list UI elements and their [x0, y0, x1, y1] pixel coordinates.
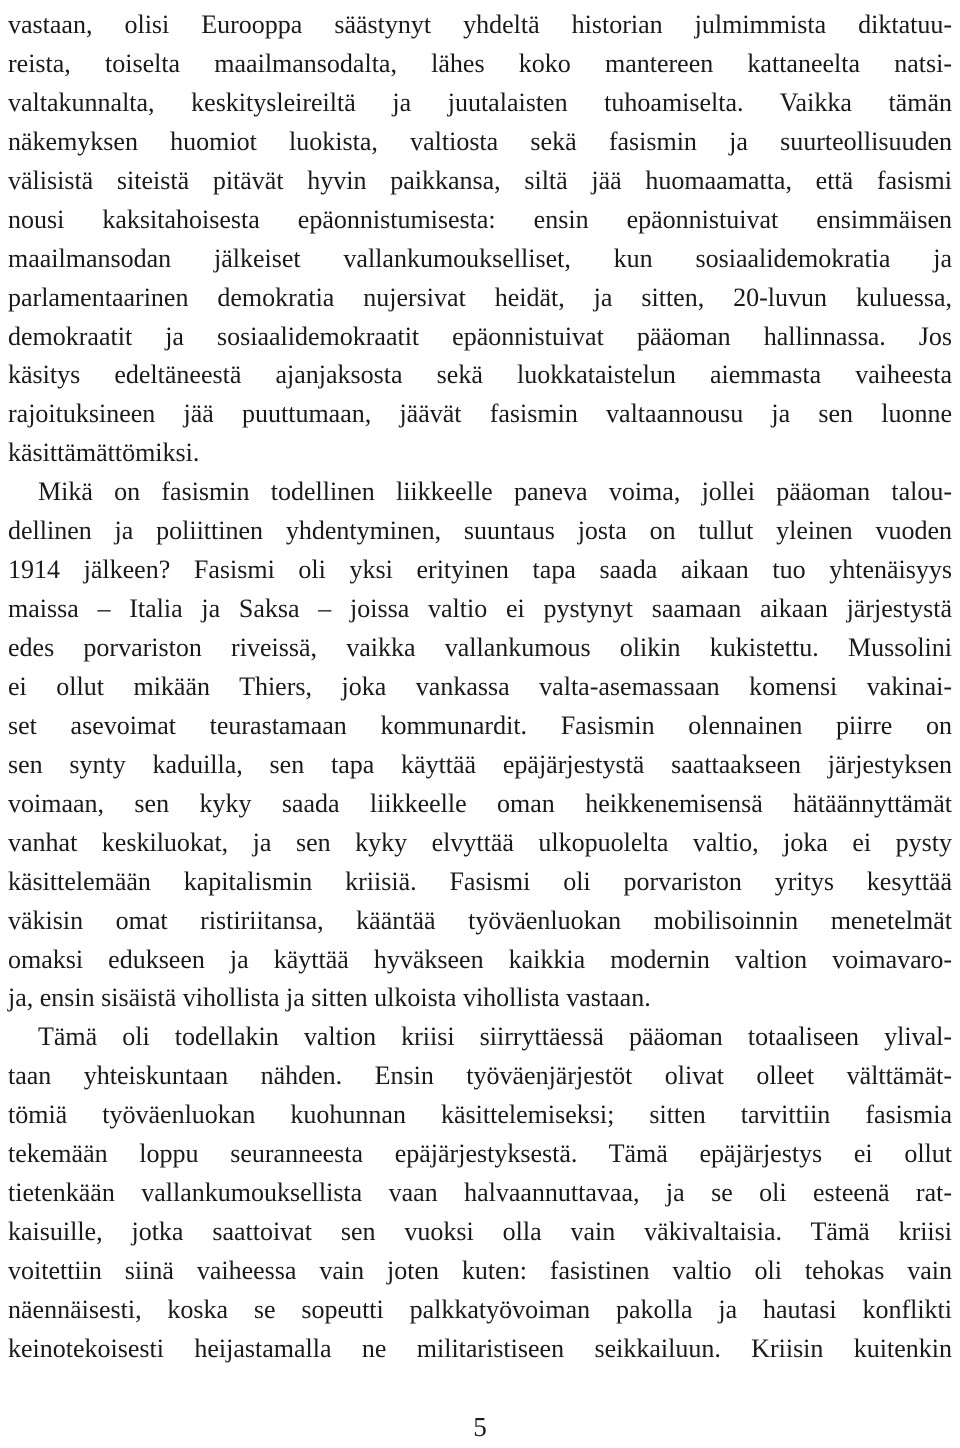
text-line: Mikä on fasismin todellinen liikkeelle paneva voima, jollei pääoman talou- — [38, 477, 952, 507]
text-line: ja, ensin sisäistä vihollista ja sitten ulkoista vihollista vastaan. — [8, 983, 651, 1013]
text-line: maailmansodan jälkeiset vallankumoukselliset, kun sosiaalidemokratia ja — [8, 243, 952, 273]
text-line: tekemään loppu seuranneesta epäjärjestyksestä. Tämä epäjärjestys ei ollut — [8, 1139, 952, 1169]
text-line: vastaan, olisi Eurooppa säästynyt yhdeltä historian julmimmista diktatuu- — [8, 10, 952, 39]
text-line: välisistä siteistä pitävät hyvin paikkansa, siltä jää huomaamatta, että fasismi — [8, 165, 952, 195]
text-line: nousi kaksitahoisesta epäonnistumisesta: ensin epäonnistuivat ensimmäisen — [8, 204, 952, 234]
text-line: voimaan, sen kyky saada liikkeelle oman heikkenemisensä hätäännyttämät — [8, 788, 952, 818]
text-line: keinotekoisesti heijastamalla ne militaristiseen seikkailuun. Kriisin kuitenkin — [8, 1333, 952, 1363]
text-line: voitettiin siinä vaiheessa vain joten kuten: fasistinen valtio oli tehokas vain — [8, 1256, 952, 1285]
text-line: näkemyksen huomiot luokista, valtiosta sekä fasismin ja suurteollisuuden — [8, 126, 952, 156]
text-line: taan yhteiskuntaan nähden. Ensin työväenjärjestöt olivat olleet välttämät- — [8, 1061, 952, 1091]
text-line: käsittelemään kapitalismin kriisiä. Fasismi oli porvariston yritys kesyttää — [8, 866, 952, 896]
text-line: sen synty kaduilla, sen tapa käyttää epäjärjestystä saattaakseen järjestyksen — [8, 749, 952, 779]
text-line: valtakunnalta, keskitysleireiltä ja juutalaisten tuhoamiselta. Vaikka tämän — [8, 87, 952, 117]
text-line: näennäisesti, koska se sopeutti palkkatyövoiman pakolla ja hautasi konflikti — [8, 1294, 952, 1324]
text-line: käsitys edeltäneestä ajanjaksosta sekä luokkataistelun aiemmasta vaiheesta — [8, 360, 952, 390]
text-line: tietenkään vallankumouksellista vaan halvaannuttavaa, ja se oli esteenä rat- — [8, 1178, 952, 1208]
text-line: Tämä oli todellakin valtion kriisi siirryttäessä pääoman totaaliseen ylival- — [38, 1022, 952, 1052]
text-line: set asevoimat teurastamaan kommunardit. Fasismin olennainen piirre on — [8, 710, 952, 740]
text-line: dellinen ja poliittinen yhdentyminen, suuntaus josta on tullut yleinen vuoden — [8, 516, 952, 546]
text-line: rajoituksineen jää puuttumaan, jäävät fasismin valtaannousu ja sen luonne — [8, 399, 952, 429]
text-line: vanhat keskiluokat, ja sen kyky elvyttää ulkopuolelta valtio, joka ei pysty — [8, 827, 952, 857]
body-text — [8, 6, 952, 1369]
text-line: demokraatit ja sosiaalidemokraatit epäonnistuivat pääoman hallinnassa. Jos — [8, 321, 952, 351]
text-line: parlamentaarinen demokratia nujersivat heidät, ja sitten, 20-luvun kuluessa, — [8, 282, 952, 312]
text-line: 1914 jälkeen? Fasismi oli yksi erityinen tapa saada aikaan tuo yhtenäisyys — [8, 555, 952, 585]
text-line: väkisin omat ristiriitansa, kääntää työväenluokan mobilisoinnin menetelmät — [8, 905, 952, 935]
text-line: maissa – Italia ja Saksa – joissa valtio ei pystynyt saamaan aikaan järjestystä — [8, 594, 952, 624]
text-line: tömiä työväenluokan kuohunnan käsittelemiseksi; sitten tarvittiin fasismia — [8, 1100, 952, 1130]
page-number: 5 — [473, 1412, 487, 1442]
text-line: omaksi edukseen ja käyttää hyväkseen kaikkia modernin valtion voimavaro- — [8, 944, 952, 974]
text-line: ei ollut mikään Thiers, joka vankassa valta-asemassaan komensi vakinai- — [8, 671, 952, 701]
text-line: kaisuille, jotka saattoivat sen vuoksi olla vain väkivaltaisia. Tämä kriisi — [8, 1217, 952, 1247]
text-line: reista, toiselta maailmansodalta, lähes koko mantereen kattaneelta natsi- — [8, 48, 952, 78]
text-line: edes porvariston riveissä, vaikka vallankumous olikin kukistettu. Mussolini — [8, 633, 952, 662]
text-line: käsittämättömiksi. — [8, 438, 200, 468]
